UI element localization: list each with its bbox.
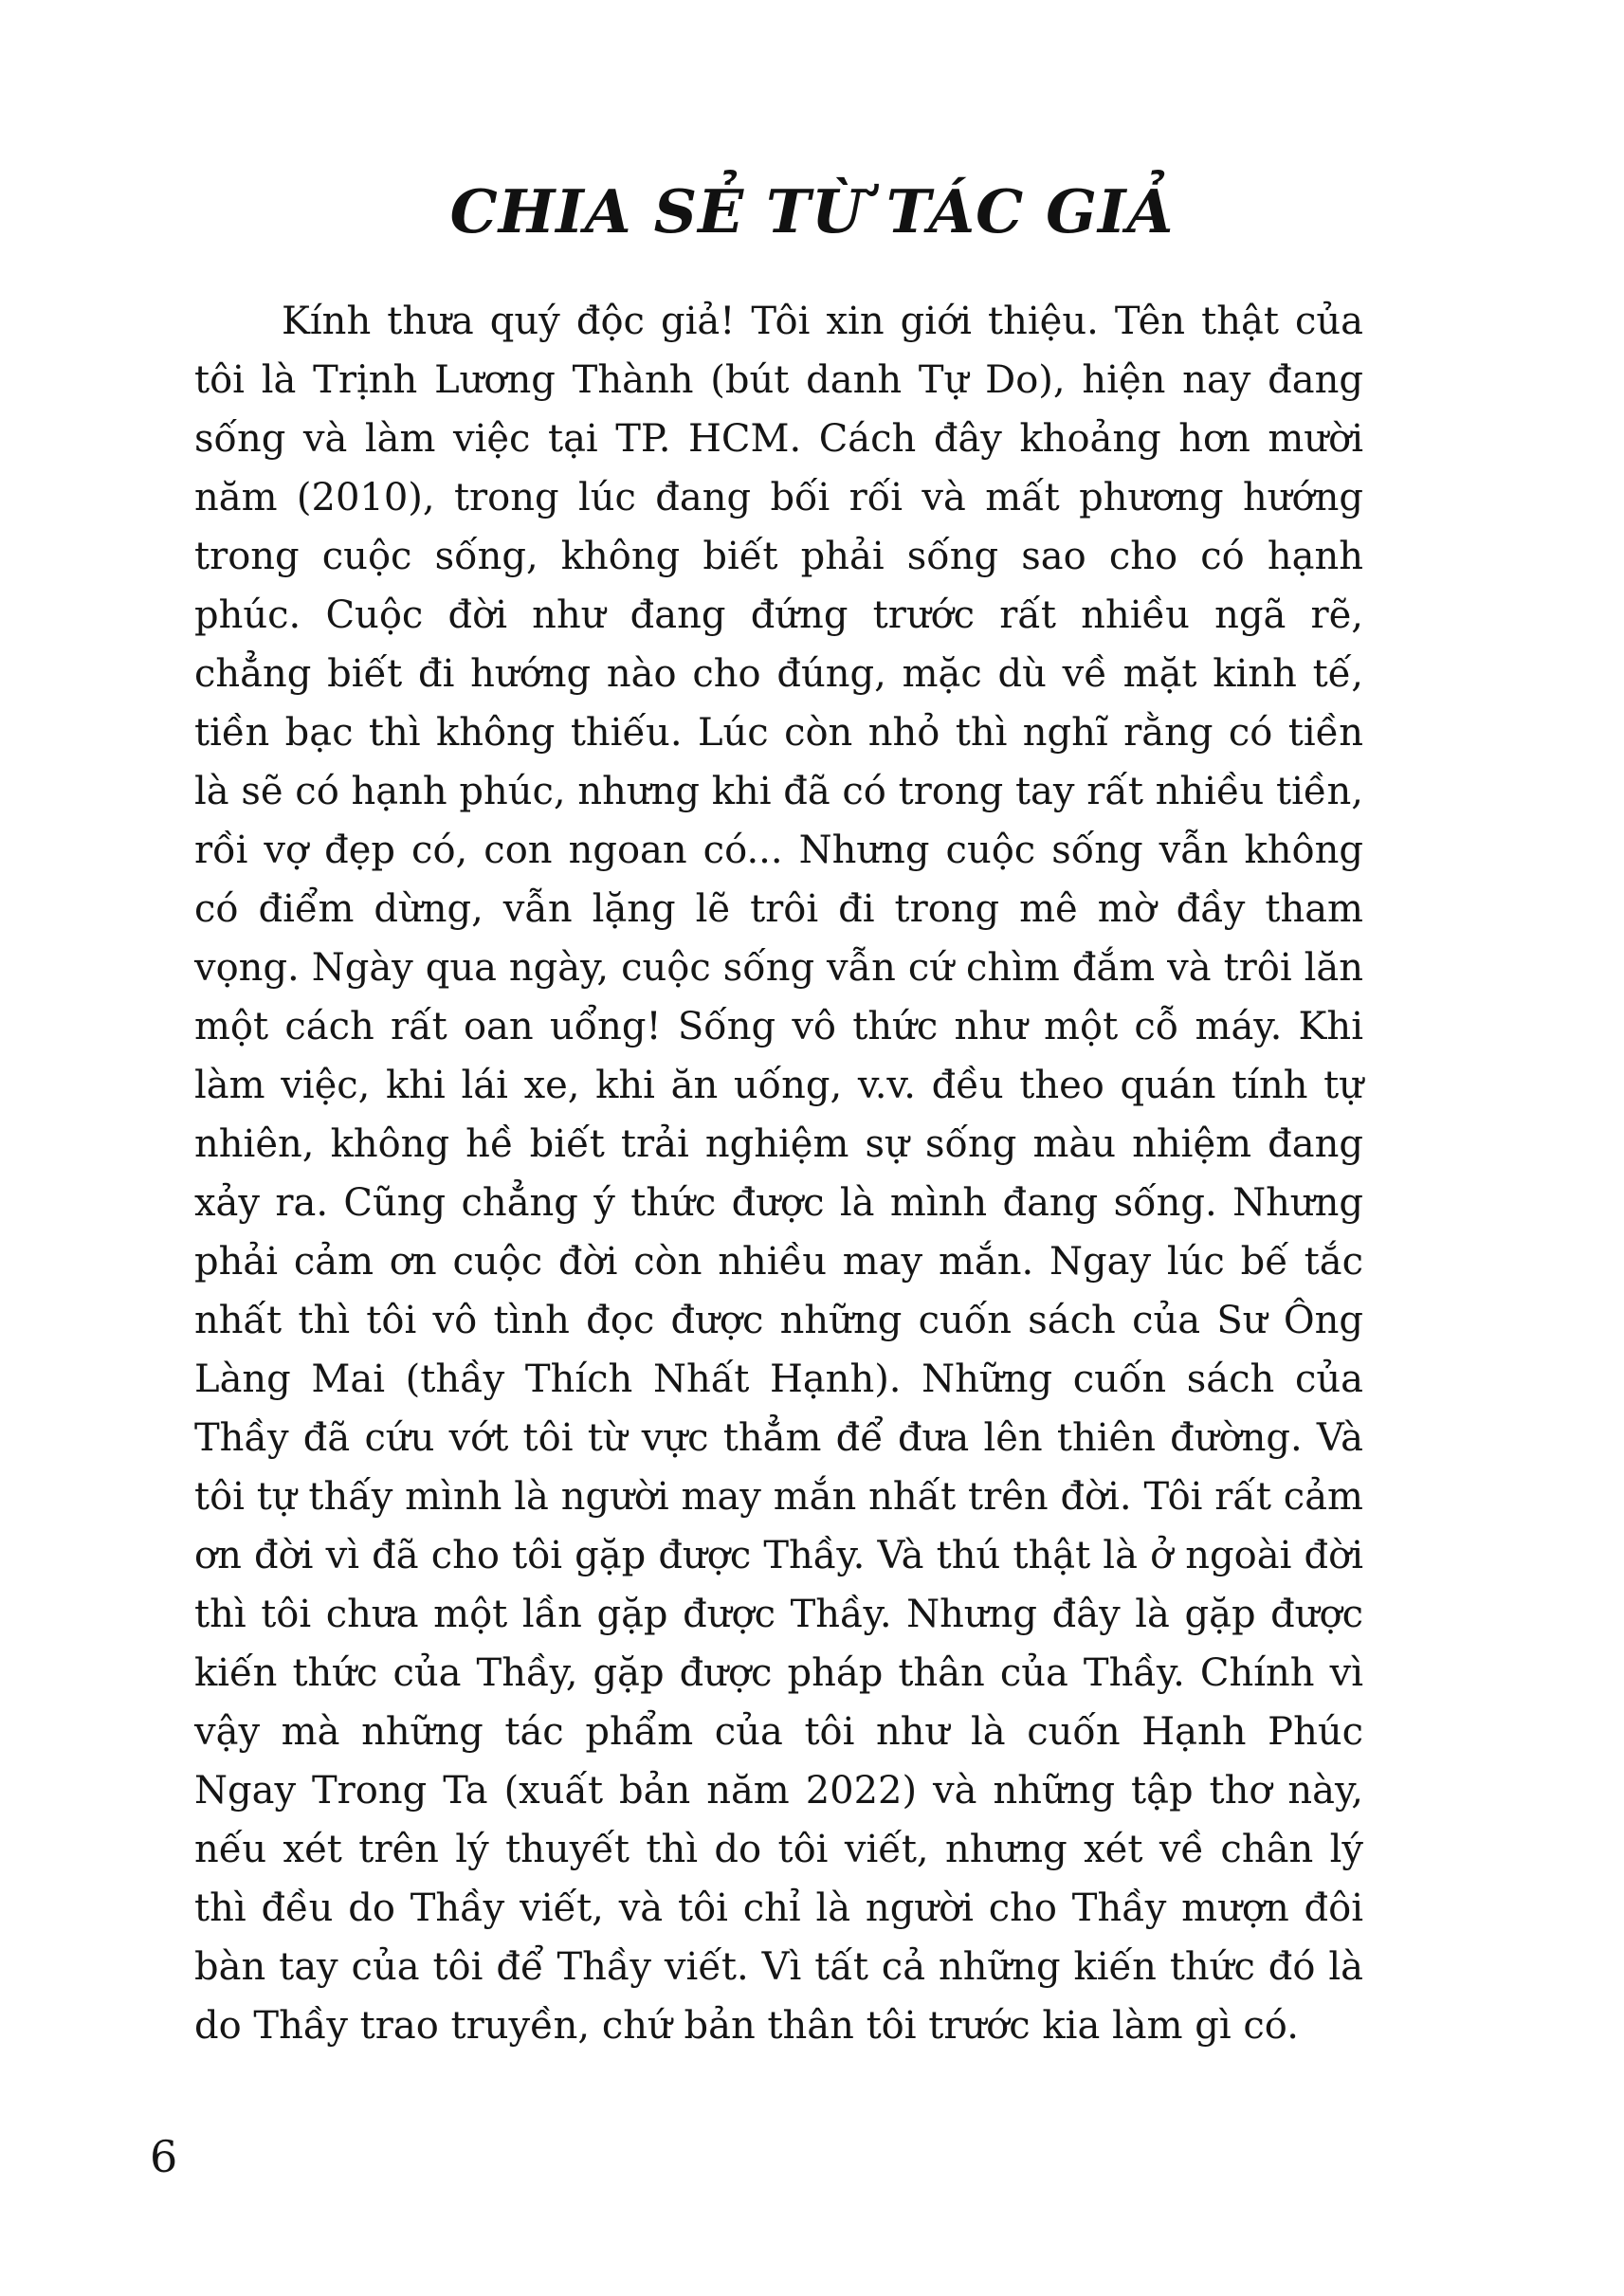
page-number: 6 — [150, 2131, 178, 2182]
body-paragraph: Kính thưa quý độc giả! Tôi xin giới thiệu. Tên thật của tôi là Trịnh Lương Thành (bút danh Tự Do), hiện nay đang sống và làm việc tại TP. HCM. Cách đây khoảng hơn mười năm (2010), trong lúc đang bối rối và mất phương hướng trong cuộc sống, không biết phải sống sao cho có hạnh phúc. Cuộc đời như đang đứng trước rất nhiều ngã rẽ, chẳng biết đi hướng nào cho đúng, mặc dù về mặt kinh tế, tiền bạc thì không thiếu. Lúc còn nhỏ thì nghĩ rằng có tiền là sẽ có hạnh phúc, nhưng khi đã có trong tay rất nhiều tiền, rồi vợ đẹp có, con ngoan có... Nhưng cuộc sống vẫn không có điểm dừng, vẫn lặng lẽ trôi đi trong mê mờ đầy tham vọng. Ngày qua ngày, cuộc sống vẫn cứ chìm đắm và trôi lăn một cách rất oan uổng! Sống vô thức như một cỗ máy. Khi làm việc, khi lái xe, khi ăn uống, v.v. đều theo quán tính tự nhiên, không hề biết trải nghiệm sự sống màu nhiệm đang xảy ra. Cũng chẳng ý thức được là mình đang sống. Nhưng phải cảm ơn cuộc đời còn nhiều may mắn. Ngay lúc bế tắc nhất thì tôi vô tình đọc được những cuốn sách của Sư Ông Làng Mai (thầy Thích Nhất Hạnh). Những cuốn sách của Thầy đã cứu vớt tôi từ vực thẳm để đưa lên thiên đường. Và tôi tự thấy mình là người may mắn nhất trên đời. Tôi rất cảm ơn đời vì đã cho tôi gặp được Thầy. Và thú thật là ở ngoài đời thì tôi chưa một lần gặp được Thầy. Nhưng đây là gặp được kiến thức của Thầy, gặp được pháp thân của Thầy. Chính vì vậy mà những tác phẩm của tôi như là cuốn Hạnh Phúc Ngay Trong Ta (xuất bản năm 2022) và những tập thơ này, nếu xét trên lý thuyết thì do tôi viết, nhưng xét về chân lý thì đều do Thầy viết, và tôi chỉ là người cho Thầy mượn đôi bàn tay của tôi để Thầy viết. Vì tất cả những kiến thức đó là do Thầy trao truyền, chứ bản thân tôi trước kia làm gì có. — [194, 300, 1363, 2048]
page-title: CHIA SẺ TỪ TÁC GIẢ — [449, 176, 1175, 246]
